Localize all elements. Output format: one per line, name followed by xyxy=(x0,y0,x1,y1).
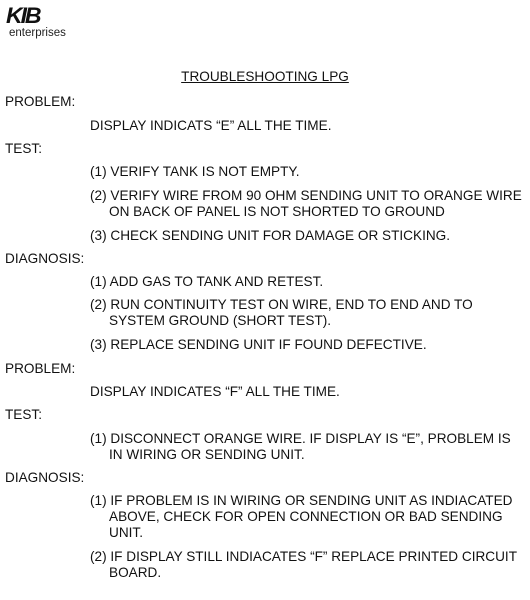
problem-label: PROBLEM: xyxy=(5,361,76,376)
test-step: (1) VERIFY TANK IS NOT EMPTY. xyxy=(90,164,300,179)
problem-description: DISPLAY INDICATS “E” ALL THE TIME. xyxy=(90,118,332,133)
test-label: TEST: xyxy=(5,407,43,422)
diagnosis-step: (3) REPLACE SENDING UNIT IF FOUND DEFECTIVE. xyxy=(90,337,427,352)
document-title: TROUBLESHOOTING LPG xyxy=(181,69,349,84)
logo-mark: KIB xyxy=(6,3,40,28)
problem-description: DISPLAY INDICATES “F” ALL THE TIME. xyxy=(90,384,340,399)
diagnosis-step: (2) IF DISPLAY STILL INDIACATES “F” REPLACE PRINTED CIRCUIT BOARD. xyxy=(90,549,517,580)
diagnosis-step: (2) RUN CONTINUITY TEST ON WIRE, END TO END AND TO SYSTEM GROUND (SHORT TEST). xyxy=(90,297,473,328)
test-label: TEST: xyxy=(5,141,43,156)
diagnosis-label: DIAGNOSIS: xyxy=(5,470,85,485)
diagnosis-step: (1) ADD GAS TO TANK AND RETEST. xyxy=(90,274,324,289)
problem-label: PROBLEM: xyxy=(5,94,76,109)
company-logo xyxy=(6,4,76,44)
test-step: (2) VERIFY WIRE FROM 90 OHM SENDING UNIT TO ORANGE WIRE ON BACK OF PANEL IS NOT SHORTED TO GROUND xyxy=(90,188,522,219)
test-step: (3) CHECK SENDING UNIT FOR DAMAGE OR STICKING. xyxy=(90,228,451,243)
diagnosis-label: DIAGNOSIS: xyxy=(5,251,85,266)
logo-subtitle: enterprises xyxy=(9,27,66,39)
diagnosis-step: (1) IF PROBLEM IS IN WIRING OR SENDING UNIT AS INDIACATED ABOVE, CHECK FOR OPEN CONNECTION OR BAD SENDING UNIT. xyxy=(90,493,513,540)
test-step: (1) DISCONNECT ORANGE WIRE. IF DISPLAY IS “E”, PROBLEM IS IN WIRING OR SENDING UNIT. xyxy=(90,431,511,462)
